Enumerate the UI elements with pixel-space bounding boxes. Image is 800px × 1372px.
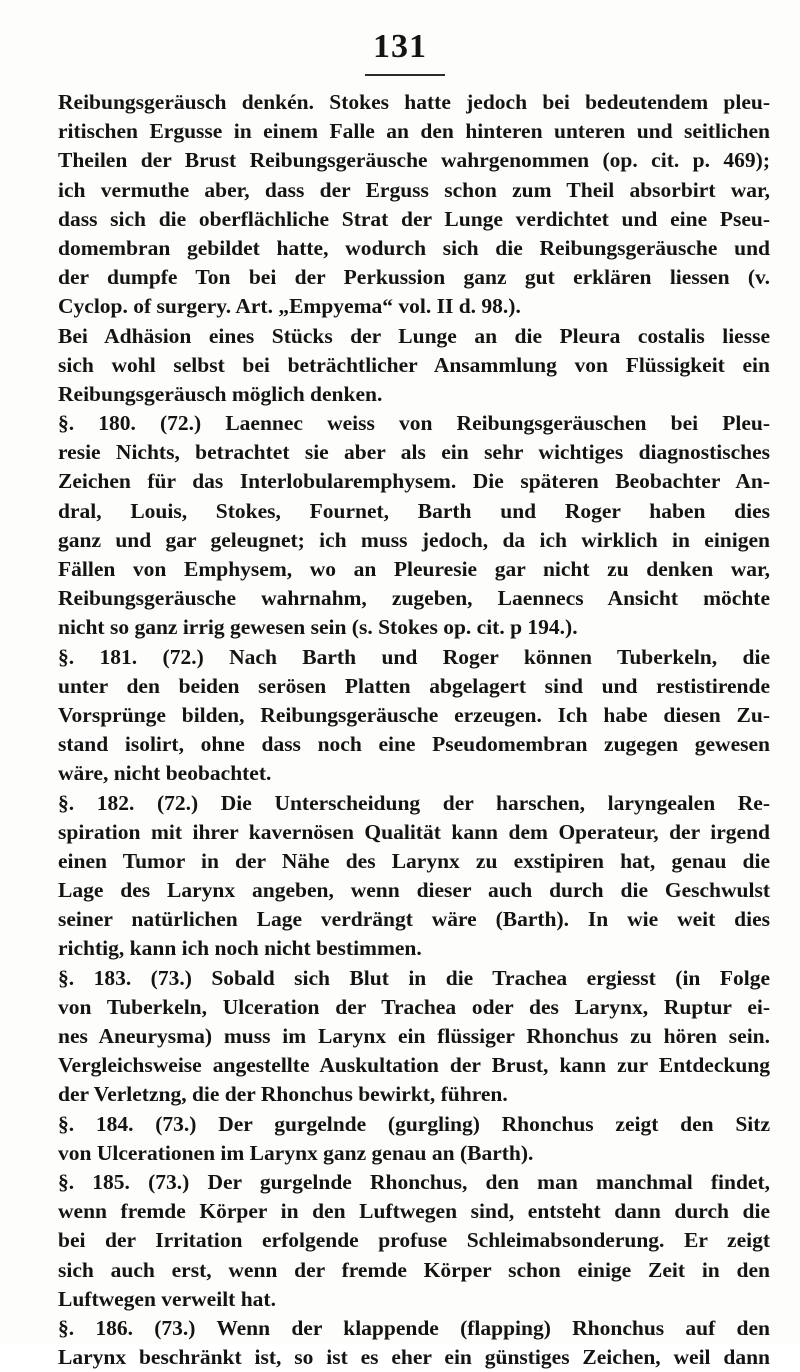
- text-line: der dumpfe Ton bei der Perkussion ganz gut erklären liessen (v.: [58, 265, 770, 290]
- page-number-rule: [365, 74, 445, 76]
- text-line: richtig, kann ich noch nicht bestimmen.: [58, 936, 422, 961]
- text-line: resie Nichts, betrachtet sie aber als ein sehr wichtiges diagnostisches: [58, 440, 770, 465]
- text-line: ich vermuthe aber, dass der Erguss schon zum Theil absorbirt war,: [58, 177, 770, 202]
- text-line: §. 184. (73.) Der gurgelnde (gurgling) Rhonchus zeigt den Sitz: [58, 1111, 770, 1136]
- text-line: von Ulcerationen im Larynx ganz genau an (Barth).: [58, 1140, 534, 1165]
- text-line: ritischen Ergusse in einem Falle an den hinteren unteren und seitlichen: [58, 119, 770, 144]
- text-line: unter den beiden serösen Platten abgelagert sind und restistirende: [58, 673, 770, 698]
- text-line: ganz und gar geleugnet; ich muss jedoch, da ich wirklich in einigen: [58, 527, 770, 552]
- text-line: Zeichen für das Interlobularemphysem. Die späteren Beobachter An-: [58, 469, 770, 494]
- text-line: Luftwegen verweilt hat.: [58, 1286, 276, 1311]
- text-line: §. 185. (73.) Der gurgelnde Rhonchus, den man manchmal findet,: [58, 1169, 770, 1194]
- text-line: Fällen von Emphysem, wo an Pleuresie gar nicht zu denken war,: [58, 557, 770, 581]
- text-line: Bei Adhäsion eines Stücks der Lunge an die Pleura costalis liesse: [58, 323, 770, 348]
- text-line: §. 180. (72.) Laennec weiss von Reibungsgeräuschen bei Pleu-: [58, 411, 770, 436]
- text-line: §. 183. (73.) Sobald sich Blut in die Trachea ergiesst (in Folge: [58, 965, 770, 990]
- text-line: §. 182. (72.) Die Unterscheidung der harschen, laryngealen Re-: [58, 790, 770, 815]
- text-line: von Tuberkeln, Ulceration der Trachea oder des Larynx, Ruptur ei-: [58, 994, 770, 1019]
- text-line: spiration mit ihrer kavernösen Qualität kann dem Operateur, der irgend: [58, 819, 770, 844]
- text-line: Reibungsgeräusch möglich denken.: [58, 381, 383, 406]
- text-line: einen Tumor in der Nähe des Larynx zu exstipiren hat, genau die: [58, 848, 770, 873]
- text-line: der Verletzng, die der Rhonchus bewirkt, führen.: [58, 1082, 508, 1107]
- text-line: dass sich die oberflächliche Strat der Lunge verdichtet und eine Pseu-: [58, 206, 770, 231]
- text-line: Theilen der Brust Reibungsgeräusche wahrgenommen (op. cit. p. 469);: [58, 148, 770, 173]
- text-line: nicht so ganz irrig gewesen sein (s. Stokes op. cit. p 194.).: [58, 615, 578, 640]
- text-line: bei der Irritation erfolgende profuse Schleimabsonderung. Er zeigt: [58, 1228, 770, 1253]
- text-line: Vorsprünge bilden, Reibungsgeräusche erzeugen. Ich habe diesen Zu-: [58, 702, 770, 727]
- text-line: §. 186. (73.) Wenn der klappende (flapping) Rhonchus auf den: [58, 1315, 770, 1340]
- page-number: 131: [373, 28, 427, 65]
- text-line: Lage des Larynx angeben, wenn dieser auch durch die Geschwulst: [58, 878, 770, 903]
- text-line: Vergleichsweise angestellte Auskultation der Brust, kann zur Entdeckung: [58, 1053, 770, 1078]
- text-line: wäre, nicht beobachtet.: [58, 761, 272, 786]
- text-line: Cyclop. of surgery. Art. „Empyema“ vol. II d. 98.).: [58, 294, 521, 319]
- text-line: Reibungsgeräusch denkén. Stokes hatte jedoch bei bedeutendem pleu-: [58, 90, 770, 114]
- text-line: sich auch erst, wenn der fremde Körper schon einige Zeit in den: [58, 1257, 770, 1282]
- text-line: dral, Louis, Stokes, Fournet, Barth und Roger haben dies: [58, 498, 770, 523]
- text-line: stand isolirt, ohne dass noch eine Pseudomembran zugegen gewesen: [58, 732, 770, 757]
- text-line: wenn fremde Körper in den Luftwegen sind, entsteht dann durch die: [58, 1199, 770, 1224]
- body-text: [58, 88, 770, 1372]
- text-line: sich wohl selbst bei beträchtlicher Ansammlung von Flüssigkeit ein: [58, 352, 770, 377]
- text-line: §. 181. (72.) Nach Barth und Roger können Tuberkeln, die: [58, 644, 770, 669]
- text-line: domembran gebildet hatte, wodurch sich die Reibungsgeräusche und: [58, 235, 770, 260]
- text-line: seiner natürlichen Lage verdrängt wäre (Barth). In wie weit dies: [58, 907, 770, 932]
- text-line: Larynx beschränkt ist, so ist es eher ein günstiges Zeichen, weil dann: [58, 1345, 770, 1370]
- text-line: Reibungsgeräusche wahrnahm, zugeben, Laennecs Ansicht möchte: [58, 586, 770, 611]
- text-line: nes Aneurysma) muss im Larynx ein flüssiger Rhonchus zu hören sein.: [58, 1024, 770, 1048]
